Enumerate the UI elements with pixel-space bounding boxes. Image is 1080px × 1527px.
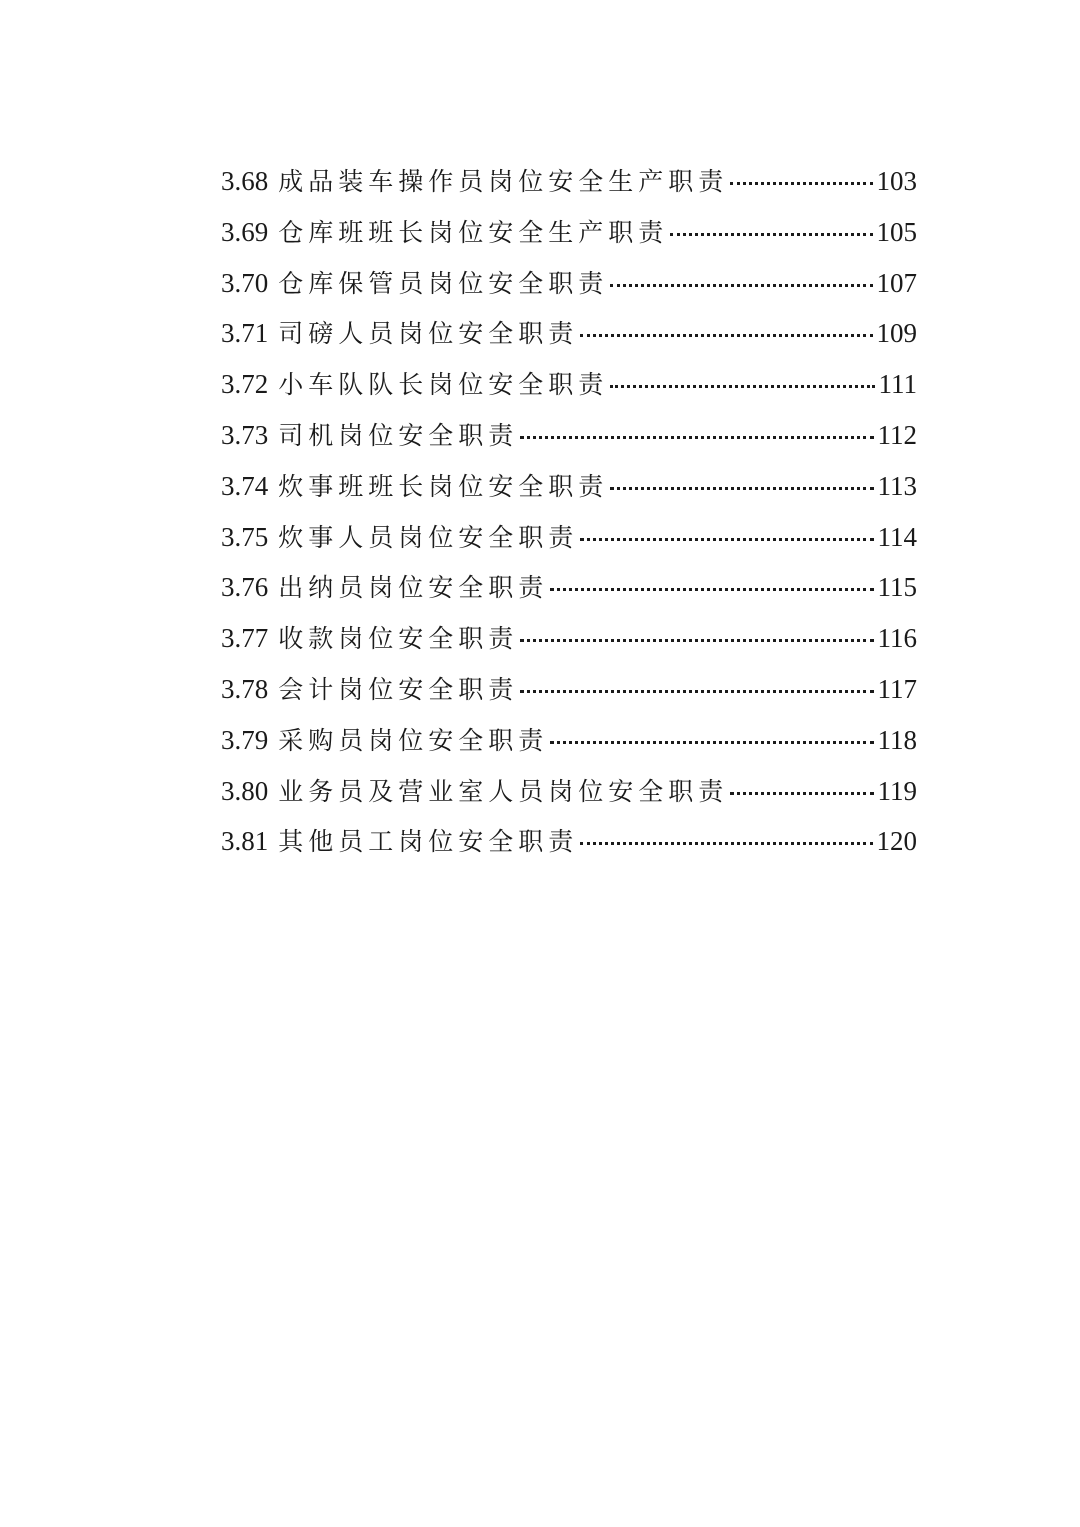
toc-entry[interactable] bbox=[221, 664, 917, 715]
toc-entry-number: 3.70 bbox=[221, 267, 269, 298]
toc-entry-title: 炊事班班长岗位安全职责 bbox=[278, 471, 609, 501]
toc-entry[interactable] bbox=[221, 258, 917, 309]
toc-entry[interactable] bbox=[221, 207, 917, 258]
toc-entry-number: 3.74 bbox=[221, 470, 269, 501]
toc-entry-title: 司机岗位安全职责 bbox=[278, 420, 519, 450]
toc-entry-page: 116 bbox=[877, 623, 917, 654]
toc-entry-page: 103 bbox=[876, 166, 917, 196]
toc-entry-number: 3.76 bbox=[221, 572, 269, 603]
toc-entry-number: 3.78 bbox=[221, 673, 269, 704]
toc-entry[interactable] bbox=[221, 816, 917, 867]
toc-entry-page: 111 bbox=[878, 369, 917, 400]
toc-entry-number: 3.71 bbox=[221, 318, 269, 349]
dot-leader bbox=[580, 538, 873, 541]
toc-entry-page: 105 bbox=[876, 216, 917, 247]
toc-entry-number: 3.80 bbox=[221, 775, 269, 806]
toc-entry-number: 3.73 bbox=[221, 419, 269, 450]
toc-entry-number: 3.75 bbox=[221, 521, 269, 552]
dot-leader bbox=[520, 436, 873, 439]
toc-entry[interactable] bbox=[221, 410, 917, 461]
toc-entry-number: 3.69 bbox=[221, 216, 269, 247]
dot-leader bbox=[730, 182, 872, 185]
toc-entry[interactable] bbox=[221, 715, 917, 766]
toc-entry-title: 其他员工岗位安全职责 bbox=[278, 827, 579, 857]
toc-entry-page: 109 bbox=[876, 318, 917, 349]
toc-entry-page: 114 bbox=[877, 521, 917, 552]
toc-entry-page: 107 bbox=[876, 267, 917, 298]
toc-entry-page: 119 bbox=[877, 775, 917, 806]
toc-entry-title: 成品装车操作员岗位安全生产职责 bbox=[278, 167, 729, 196]
toc-entry-title: 采购员岗位安全职责 bbox=[278, 725, 549, 755]
toc-entry-title: 仓库保管员岗位安全职责 bbox=[278, 268, 609, 298]
dot-leader bbox=[610, 487, 873, 490]
toc-entry-title: 司磅人员岗位安全职责 bbox=[278, 319, 579, 349]
toc-entry-page: 112 bbox=[877, 419, 917, 450]
toc-entry-title: 会计岗位安全职责 bbox=[278, 674, 519, 704]
dot-leader bbox=[550, 741, 873, 744]
toc-entry[interactable] bbox=[221, 562, 917, 613]
toc-entry-title: 炊事人员岗位安全职责 bbox=[278, 522, 579, 552]
toc-entry[interactable] bbox=[221, 512, 917, 563]
table-of-contents bbox=[221, 156, 917, 867]
toc-entry-page: 113 bbox=[877, 470, 917, 501]
toc-entry-number: 3.79 bbox=[221, 724, 269, 755]
dot-leader bbox=[670, 233, 872, 236]
toc-entry-page: 117 bbox=[877, 673, 917, 704]
dot-leader bbox=[610, 284, 872, 287]
toc-entry[interactable] bbox=[221, 156, 917, 207]
toc-entry-number: 3.68 bbox=[221, 166, 269, 196]
toc-entry-title: 小车队队长岗位安全职责 bbox=[278, 370, 609, 400]
toc-entry-title: 出纳员岗位安全职责 bbox=[278, 573, 549, 603]
dot-leader bbox=[610, 385, 874, 388]
toc-entry-number: 3.72 bbox=[221, 369, 269, 400]
dot-leader bbox=[520, 690, 873, 693]
dot-leader bbox=[730, 792, 873, 795]
toc-entry[interactable] bbox=[221, 461, 917, 512]
toc-entry-page: 120 bbox=[876, 826, 917, 857]
toc-entry-page: 115 bbox=[877, 572, 917, 603]
toc-entry[interactable] bbox=[221, 308, 917, 359]
dot-leader bbox=[580, 842, 872, 845]
toc-entry[interactable] bbox=[221, 613, 917, 664]
toc-entry[interactable] bbox=[221, 766, 917, 817]
toc-entry-number: 3.81 bbox=[221, 826, 269, 857]
toc-entry-number: 3.77 bbox=[221, 623, 269, 654]
toc-entry-title: 仓库班班长岗位安全生产职责 bbox=[278, 217, 669, 247]
toc-entry-page: 118 bbox=[877, 724, 917, 755]
toc-entry[interactable] bbox=[221, 359, 917, 410]
dot-leader bbox=[550, 588, 873, 591]
toc-entry-title: 收款岗位安全职责 bbox=[278, 624, 519, 654]
toc-entry-title: 业务员及营业室人员岗位安全职责 bbox=[278, 776, 729, 806]
dot-leader bbox=[580, 334, 872, 337]
dot-leader bbox=[520, 639, 873, 642]
